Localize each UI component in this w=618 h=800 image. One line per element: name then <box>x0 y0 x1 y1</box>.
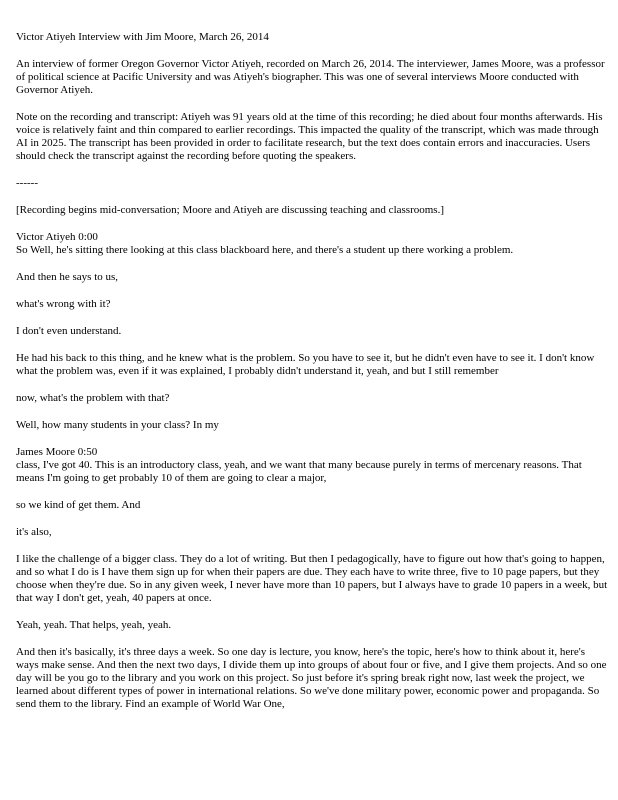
transcript-paragraph: I don't even understand. <box>16 325 122 337</box>
speaker-label-atiyeh: Victor Atiyeh 0:00 <box>16 231 98 243</box>
section-divider: ------ <box>16 177 38 189</box>
transcript-paragraph: class, I've got 40. This is an introductory class, yeah, and we want that many because purely in terms of mercenary reasons. That means I'm going to get probably 10 of them are going to clear a major, <box>16 459 582 484</box>
speaker-block-atiyeh <box>16 231 608 257</box>
bracket-note: [Recording begins mid-conversation; Moore and Atiyeh are discussing teaching and classrooms.] <box>16 204 444 216</box>
transcript-page <box>16 31 608 725</box>
transcript-paragraph: I like the challenge of a bigger class. They do a lot of writing. But then I pedagogically, have to figure out how that's going to happen, and so what I do is I have them sign up for when their papers are due. They each have to write three, five to 10 page papers, but they choose when they're due. So in any given week, I never have more than 10 papers, but I always have to grade 10 papers in a week, but that way I don't get, yeah, 40 papers at once. <box>16 553 608 604</box>
note-paragraph: Note on the recording and transcript: Atiyeh was 91 years old at the time of this recording; he died about four months afterwards. His voice is relatively faint and thin compared to earlier recordings. This impacted the quality of the transcript, which was made through AI in 2025. The transcript has been provided in order to facilitate research, but the text does contain errors and inaccuracies. Users should check the transcript against the recording before quoting the speakers. <box>16 111 603 162</box>
transcript-paragraph: He had his back to this thing, and he knew what is the problem. So you have to see it, but he didn't even have to see it. I don't know what the problem was, even if it was explained, I probably didn't understand it, yeah, and but I still remember <box>16 352 595 377</box>
transcript-paragraph: now, what's the problem with that? <box>16 392 170 404</box>
speaker-label-moore: James Moore 0:50 <box>16 446 98 458</box>
transcript-paragraph: so we kind of get them. And <box>16 499 141 511</box>
transcript-paragraph: And then he says to us, <box>16 271 119 283</box>
transcript-paragraph: it's also, <box>16 526 52 538</box>
transcript-paragraph: what's wrong with it? <box>16 298 111 310</box>
transcript-paragraph: Yeah, yeah. That helps, yeah, yeah. <box>16 619 172 631</box>
speaker-block-moore <box>16 446 608 485</box>
intro-paragraph: An interview of former Oregon Governor Victor Atiyeh, recorded on March 26, 2014. The interviewer, James Moore, was a professor of political science at Pacific University and was Atiyeh's biographer. This was one of several interviews Moore conducted with Governor Atiyeh. <box>16 58 605 96</box>
transcript-paragraph: So Well, he's sitting there looking at this class blackboard here, and there's a student up there working a problem. <box>16 244 514 256</box>
transcript-paragraph: And then it's basically, it's three days a week. So one day is lecture, you know, here's the topic, here's how to think about it, here's ways make sense. And then the next two days, I divide them up into groups of about four or five, and I give them projects. And so one day will be you go to the library and you work on this project. So just before it's spring break right now, last week the project, we learned about different types of power in international relations. So we've done military power, economic power and propaganda. So send them to the library. Find an example of World War One, <box>16 646 607 710</box>
document-title: Victor Atiyeh Interview with Jim Moore, March 26, 2014 <box>16 31 269 43</box>
transcript-paragraph: Well, how many students in your class? In my <box>16 419 219 431</box>
